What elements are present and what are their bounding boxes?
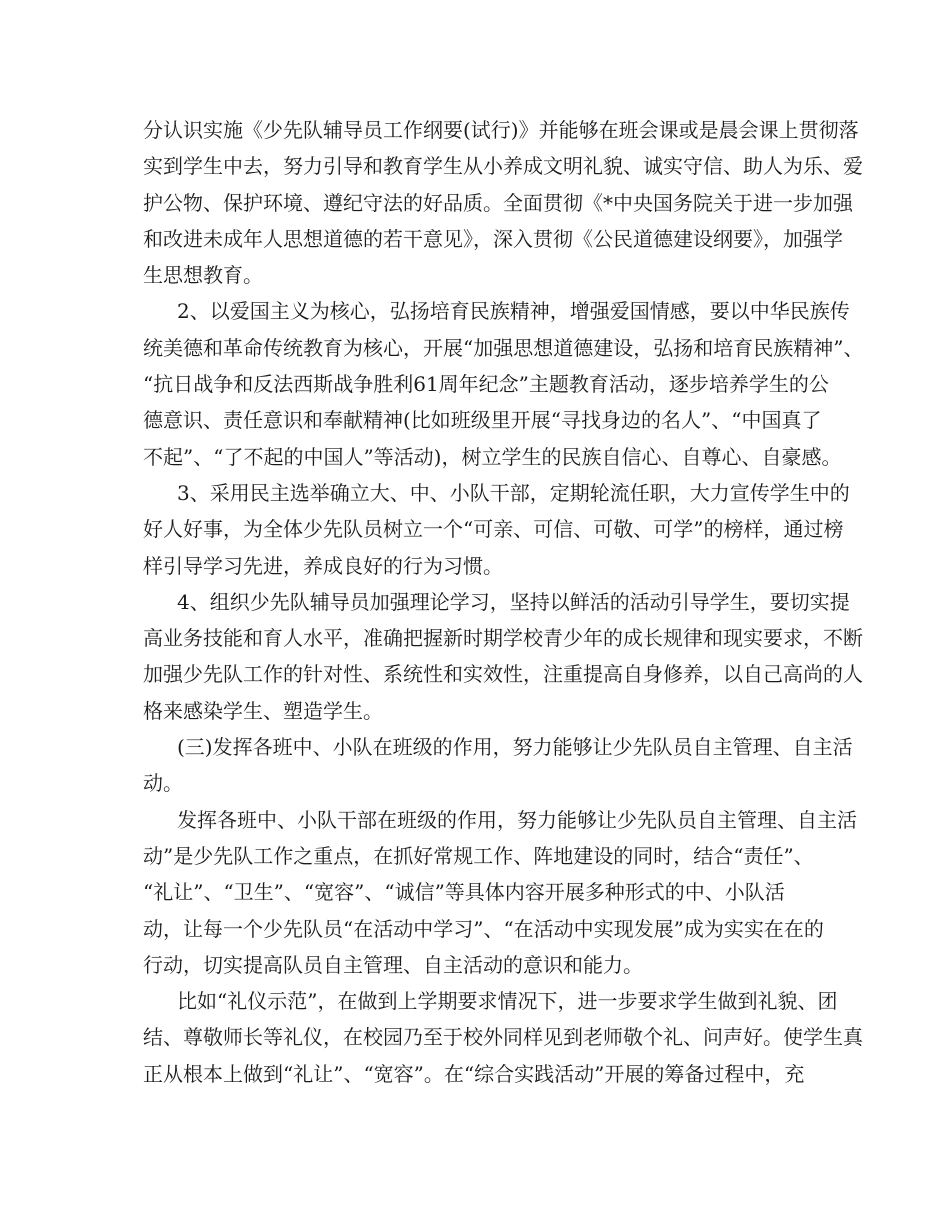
- text-line: “抗日战争和反法西斯战争胜利61周年纪念”主题教育活动，逐步培养学生的公: [143, 372, 829, 397]
- text-line: 不起”、“了不起的中国人”等活动)，树立学生的民族自信心、自尊心、自豪感。: [143, 444, 842, 469]
- text-line: “礼让”、“卫生”、“宽容”、“诚信”等具体内容开展多种形式的中、小队活: [143, 880, 785, 905]
- text-line: 比如“礼仪示范”，在做到上学期要求情况下，进一步要求学生做到礼貌、团: [177, 989, 838, 1014]
- text-line: 实到学生中去，努力引导和教育学生从小养成文明礼貌、诚实守信、助人为乐、爱: [143, 154, 863, 179]
- text-line: 护公物、保护环境、遵纪守法的好品质。全面贯彻《*中央国务院关于进一步加强: [143, 190, 853, 215]
- text-line: 发挥各班中、小队干部在班级的作用，努力能够让少先队员自主管理、自主活: [177, 807, 857, 832]
- text-line: 高业务技能和育人水平，准确把握新时期学校青少年的成长规律和现实要求，不断: [143, 626, 863, 651]
- text-line: 行动，切实提高队员自主管理、自主活动的意识和能力。: [143, 952, 643, 977]
- text-line: 分认识实施《少先队辅导员工作纲要(试行)》并能够在班会课或是晨会课上贯彻落: [143, 118, 859, 142]
- text-line: 结、尊敬师长等礼仪，在校园乃至于校外同样见到老师敬个礼、问声好。使学生真: [143, 1025, 863, 1050]
- document-body: [143, 112, 864, 1092]
- text-line: 正从根本上做到“礼让”、“宽容”。在“综合实践活动”开展的筹备过程中，充: [143, 1061, 805, 1086]
- text-line: 和改进未成年人思想道德的若干意见》，深入贯彻《公民道德建设纲要》，加强学: [143, 226, 843, 251]
- text-line: 格来感染学生、塑造学生。: [143, 698, 383, 723]
- text-line: 加强少先队工作的针对性、系统性和实效性，注重提高自身修养，以自己高尚的人: [143, 662, 863, 687]
- text-line: 动”是少先队工作之重点，在抓好常规工作、阵地建设的同时，结合“责任”、: [143, 843, 814, 868]
- text-line: 生思想教育。: [143, 263, 263, 288]
- text-line: (三)发挥各班中、小队在班级的作用，努力能够让少先队员自主管理、自主活: [177, 735, 853, 760]
- text-line: 4、组织少先队辅导员加强理论学习，坚持以鲜活的活动引导学生，要切实提: [177, 589, 850, 614]
- text-line: 好人好事，为全体少先队员树立一个“可亲、可信、可敬、可学”的榜样，通过榜: [143, 517, 844, 542]
- text-line: 3、采用民主选举确立大、中、小队干部，定期轮流任职，大力宣传学生中的: [177, 480, 850, 505]
- text-line: 样引导学习先进，养成良好的行为习惯。: [143, 553, 503, 578]
- text-line: 统美德和革命传统教育为核心，开展“加强思想道德建设，弘扬和培育民族精神”、: [143, 335, 864, 360]
- text-line: 2、以爱国主义为核心，弘扬培育民族精神，增强爱国情感，要以中华民族传: [177, 299, 850, 324]
- text-line: 动，让每一个少先队员“在活动中学习”、“在活动中实现发展”成为实实在在的: [143, 916, 824, 941]
- text-line: 德意识、责任意识和奉献精神(比如班级里开展“寻找身边的名人”、“中国真了: [143, 408, 822, 433]
- text-line: 动。: [143, 771, 183, 796]
